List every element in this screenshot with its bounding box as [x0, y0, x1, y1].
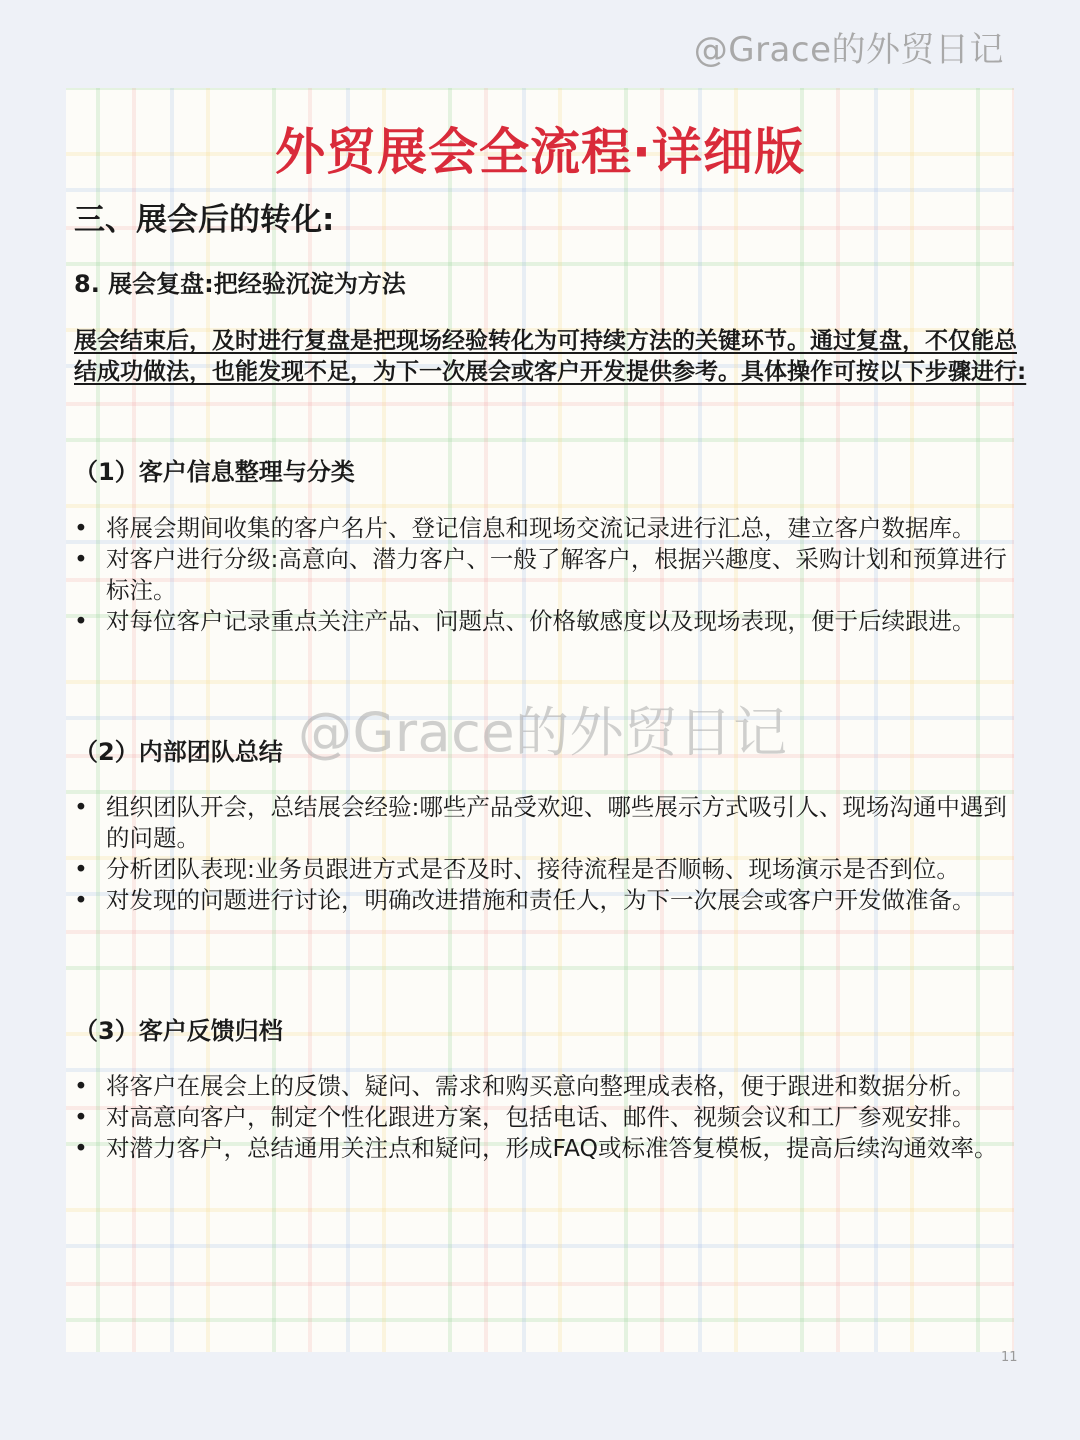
bullet-icon: •: [74, 1134, 88, 1162]
bullet-icon: •: [74, 1103, 88, 1131]
list-item: • 对每位客户记录重点关注产品、问题点、价格敏感度以及现场表现，便于后续跟进。: [74, 607, 976, 635]
list-item: • 将展会期间收集的客户名片、登记信息和现场交流记录进行汇总，建立客户数据库。: [74, 514, 976, 542]
intro-text: 展会结束后，及时进行复盘是把现场经验转化为可持续方法的关键环节。通过复盘，不仅能总结成功做法，也能发现不足，为下一次展会或客户开发提供参考。具体操作可按以下步骤进行:: [74, 328, 1027, 385]
intro-paragraph: [74, 326, 1032, 388]
watermark-center: @Grace的外贸日记: [298, 701, 788, 764]
subsection-list-1: [74, 513, 1014, 637]
list-item: • 对客户进行分级:高意向、潜力客户、一般了解客户，根据兴趣度、采购计划和预算进行标注。: [74, 545, 1007, 604]
subsection-list-2: [74, 792, 1014, 916]
page-number: 11: [1001, 1350, 1018, 1365]
subsection-list-3: [74, 1071, 1014, 1164]
bullet-icon: •: [74, 855, 88, 883]
list-item: • 组织团队开会，总结展会经验:哪些产品受欢迎、哪些展示方式吸引人、现场沟通中遇到的问题。: [74, 793, 1007, 852]
list-item: • 对潜力客户，总结通用关注点和疑问，形成FAQ或标准答复模板，提高后续沟通效率。: [74, 1134, 998, 1162]
subsection-heading-2: （2）内部团队总结: [74, 738, 283, 766]
list-item: • 将客户在展会上的反馈、疑问、需求和购买意向整理成表格，便于跟进和数据分析。: [74, 1072, 976, 1100]
bullet-icon: •: [74, 607, 88, 635]
bullet-icon: •: [74, 1072, 88, 1100]
bullet-icon: •: [74, 793, 88, 821]
section-heading: 三、展会后的转化:: [74, 202, 335, 238]
subsection-heading-3: （3）客户反馈归档: [74, 1017, 283, 1045]
bullet-icon: •: [74, 514, 88, 542]
watermark-top: @Grace的外贸日记: [693, 30, 1004, 70]
bullet-icon: •: [74, 545, 88, 573]
list-item: • 对高意向客户，制定个性化跟进方案，包括电话、邮件、视频会议和工厂参观安排。: [74, 1103, 976, 1131]
subsection-heading-1: （1）客户信息整理与分类: [74, 458, 355, 486]
page-title: 外贸展会全流程·详细版: [275, 123, 805, 181]
step-heading: 8. 展会复盘:把经验沉淀为方法: [74, 270, 406, 298]
list-item: • 分析团队表现:业务员跟进方式是否及时、接待流程是否顺畅、现场演示是否到位。: [74, 855, 960, 883]
bullet-icon: •: [74, 886, 88, 914]
list-item: • 对发现的问题进行讨论，明确改进措施和责任人，为下一次展会或客户开发做准备。: [74, 886, 976, 914]
